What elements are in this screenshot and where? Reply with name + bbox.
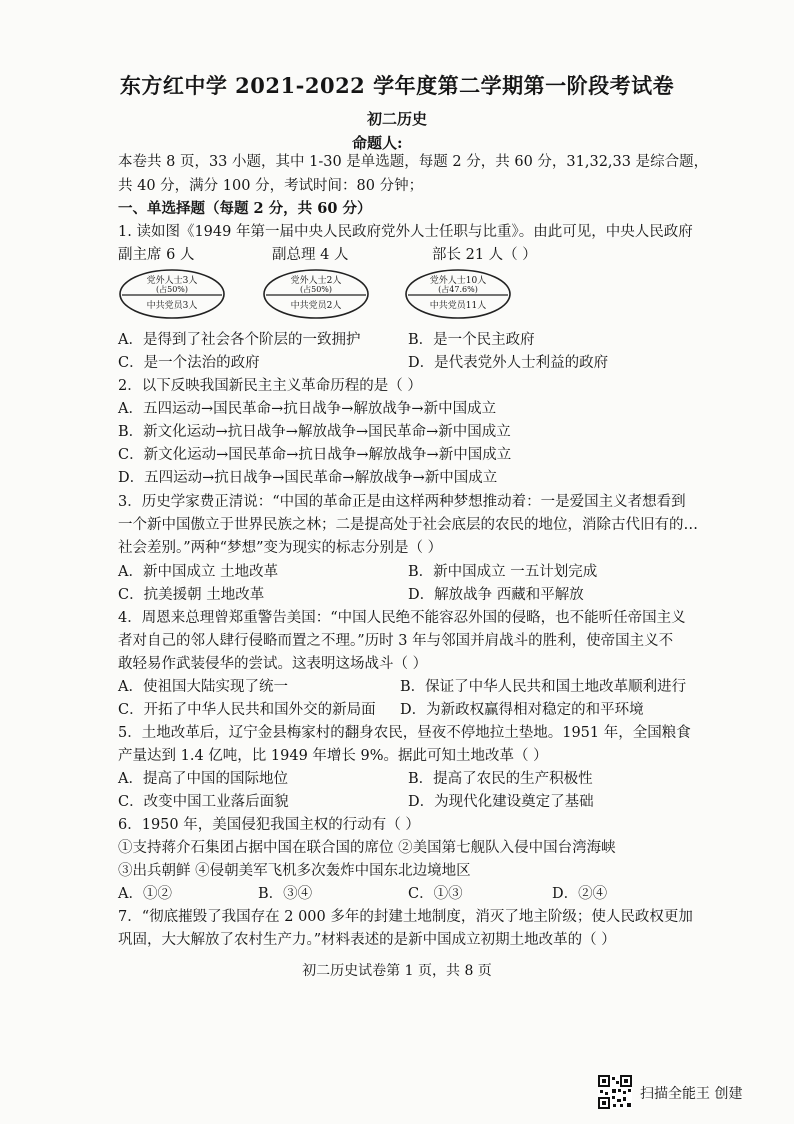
intro-line-1: 本卷共 8 页，33 小题，其中 1-30 是单选题，每题 2 分，共 60 分，31,32,33 是综合题，	[118, 154, 709, 170]
exam-subject: 初二历史	[366, 110, 427, 128]
q1-figure-vice-premier	[262, 268, 370, 320]
q1-fig1-pct: (占50%)	[155, 285, 189, 294]
q5-option-a: A．提高了中国的国际地位	[118, 771, 288, 787]
q6-items-1: ①支持蒋介石集团占据中国在联合国的席位 ②美国第七舰队入侵中国台湾海峡	[118, 840, 616, 856]
q7-line-2: 巩固，大大解放了农村生产力。”材料表述的是新中国成立初期土地改革的（ ）	[118, 932, 616, 948]
q3-option-b: B．新中国成立 一五计划完成	[408, 564, 598, 580]
q1-option-c: C．是一个法治的政府	[118, 355, 260, 371]
scanner-watermark: 扫描全能王 创建	[640, 1086, 743, 1102]
q1-fig2-top: 党外人士2人	[290, 276, 342, 286]
q1-option-d: D．是代表党外人士利益的政府	[408, 355, 609, 371]
q4-line-3: 敢轻易作武装侵华的尝试。这表明这场战斗（ ）	[118, 656, 428, 672]
q2-stem: 2．以下反映我国新民主主义革命历程的是（ ）	[118, 378, 422, 394]
q2-option-b: B．新文化运动→抗日战争→解放战争→国民革命→新中国成立	[118, 424, 511, 440]
q5-option-d: D．为现代化建设奠定了基础	[408, 794, 594, 810]
q1-fig2-pct: (占50%)	[299, 285, 333, 294]
q1-fig1-top: 党外人士3人	[146, 276, 198, 286]
q3-option-a: A．新中国成立 土地改革	[118, 564, 279, 580]
exam-title: 东方红中学 2021-2022 学年度第二学期第一阶段考试卷	[119, 73, 675, 98]
q5-line-1: 5．土地改革后，辽宁金县梅家村的翻身农民，昼夜不停地拉土垫地。1951 年，全国粮食	[118, 725, 691, 741]
q4-option-b: B．保证了中华人民共和国土地改革顺利进行	[400, 679, 687, 695]
q6-option-b: B．③④	[258, 886, 313, 902]
q6-option-c: C．①③	[408, 886, 463, 902]
q1-fig1-bottom: 中共党员3人	[146, 301, 198, 311]
q7-line-1: 7．“彻底摧毁了我国存在 2 000 多年的封建土地制度，消灭了地主阶级；使人民政权更加	[118, 909, 693, 925]
q1-label-vice-premier: 副总理 4 人	[272, 247, 349, 263]
q3-line-1: 3．历史学家费正清说：“中国的革命正是由这样两种梦想推动着：一是爱国主义者想看到	[118, 494, 686, 510]
q4-line-1: 4．周恩来总理曾郑重警告美国：“中国人民绝不能容忍外国的侵略，也不能听任帝国主义	[118, 610, 686, 626]
q6-option-d: D．②④	[552, 886, 608, 902]
q3-line-2: 一个新中国傲立于世界民族之林；二是提高处于社会底层的农民的地位，消除古代旧有的…	[118, 517, 698, 533]
q4-line-2: 者对自己的邻人肆行侵略而置之不理。”历时 3 年与邻国并肩战斗的胜利，使帝国主义不	[118, 633, 674, 649]
section-heading: 一、单选择题（每题 2 分，共 60 分）	[118, 200, 372, 217]
qr-code-icon	[598, 1075, 632, 1109]
q5-line-2: 产量达到 1.4 亿吨，比 1949 年增长 9%。据此可知土地改革（ ）	[118, 748, 548, 764]
q1-fig3-bottom: 中共党员11人	[429, 301, 487, 311]
q1-fig3-top: 党外人士10人	[429, 276, 487, 286]
q3-option-d: D．解放战争 西藏和平解放	[408, 587, 584, 603]
q6-items-2: ③出兵朝鲜 ④侵朝美军飞机多次轰炸中国东北边境地区	[118, 863, 471, 879]
q3-line-3: 社会差别。”两种“梦想”变为现实的标志分别是（ ）	[118, 540, 443, 556]
q1-stem: 1. 读如图《1949 年第一届中央人民政府党外人士任职与比重》。由此可见，中央人民政府	[118, 224, 693, 240]
q5-option-c: C．改变中国工业落后面貌	[118, 794, 289, 810]
q1-option-a: A．是得到了社会各个阶层的一致拥护	[118, 332, 361, 348]
q1-figure-minister	[404, 268, 512, 320]
q4-option-c: C．开拓了中华人民共和国外交的新局面	[118, 702, 376, 718]
q6-option-a: A．①②	[118, 886, 172, 902]
q2-option-d: D．五四运动→抗日战争→国民革命→解放战争→新中国成立	[118, 470, 498, 486]
q4-option-d: D．为新政权赢得相对稳定的和平环境	[400, 702, 644, 718]
q2-option-c: C．新文化运动→国民革命→抗日战争→解放战争→新中国成立	[118, 447, 512, 463]
q1-figure-vice-chair	[118, 268, 226, 320]
q4-option-a: A．使祖国大陆实现了统一	[118, 679, 288, 695]
q1-fig3-pct: (占47.6%)	[438, 285, 478, 294]
q6-stem: 6．1950 年，美国侵犯我国主权的行动有（ ）	[118, 817, 420, 833]
q1-option-b: B．是一个民主政府	[408, 332, 535, 348]
q1-label-vice-chair: 副主席 6 人	[118, 247, 195, 263]
q5-option-b: B．提高了农民的生产积极性	[408, 771, 593, 787]
q1-label-minister: 部长 21 人（ ）	[432, 247, 537, 263]
page-footer: 初二历史试卷第 1 页，共 8 页	[302, 963, 492, 979]
q3-option-c: C．抗美援朝 土地改革	[118, 587, 265, 603]
intro-line-2: 共 40 分，满分 100 分，考试时间：80 分钟；	[118, 178, 424, 194]
q1-fig2-bottom: 中共党员2人	[290, 301, 342, 311]
q2-option-a: A．五四运动→国民革命→抗日战争→解放战争→新中国成立	[118, 401, 497, 417]
author-label: 命题人:	[352, 134, 403, 152]
